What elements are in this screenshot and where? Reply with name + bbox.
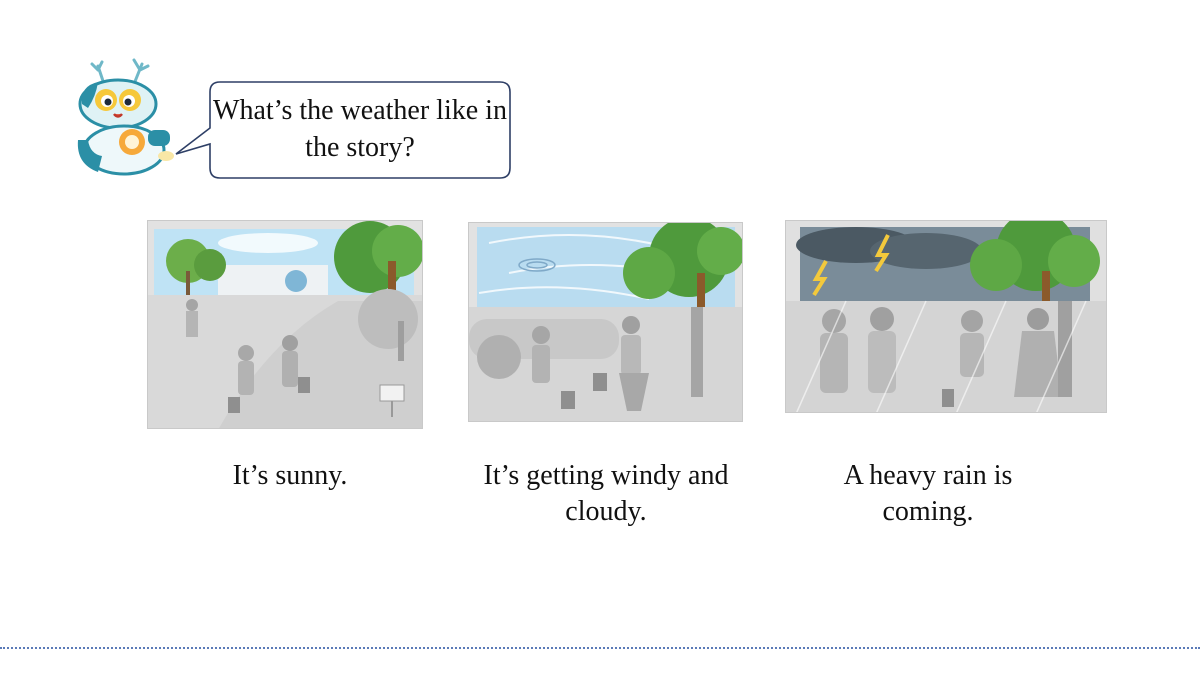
story-image-windy <box>468 222 743 422</box>
story-image-sunny <box>147 220 423 429</box>
caption-windy: It’s getting windy and cloudy. <box>483 460 729 527</box>
weather-question: What’s the weather like in the story? <box>213 95 507 163</box>
footer-divider <box>0 647 1200 649</box>
caption-rain: A heavy rain is coming. <box>843 460 1013 527</box>
story-image-rain <box>785 220 1107 413</box>
robot-mascot <box>68 56 180 180</box>
caption-sunny: It’s sunny. <box>232 460 348 491</box>
